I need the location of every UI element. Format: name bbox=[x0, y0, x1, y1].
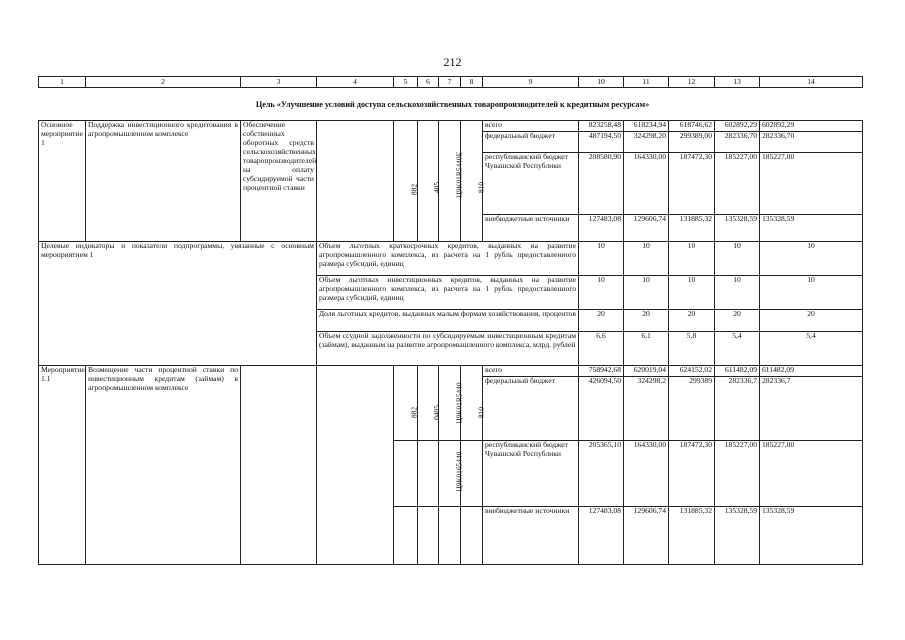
value-cell: 602892,29 bbox=[715, 121, 760, 132]
goal-title: Цель «Улучшение условий доступа сельскохозяйственных товаропроизводителей к кредитным ресурсам» bbox=[255, 100, 650, 109]
indicator-text: Объем льготных инвестиционных кредитов, выданных на развитие агропромышленного комплекса, из расчета на 1 рубль предоставленного размера субсидий, единиц bbox=[317, 276, 579, 310]
code-csr-2 bbox=[448, 382, 470, 424]
value-cell: 185227,00 bbox=[715, 153, 760, 215]
value-cell: 6,1 bbox=[624, 332, 669, 366]
indicators-label: Целевые индикаторы и показатели подпрограммы, увязанные с основным мероприятием 1 bbox=[39, 242, 317, 366]
header-col: 12 bbox=[669, 77, 715, 88]
value-cell: 20 bbox=[715, 310, 760, 332]
value-cell: 282336,70 bbox=[715, 132, 760, 153]
value-cell: 10 bbox=[624, 242, 669, 276]
code-text: Ц9К01R5440Е bbox=[454, 151, 464, 198]
page-number: 212 bbox=[443, 55, 462, 69]
value-cell: 185227,00 bbox=[760, 441, 863, 507]
header-col: 7 bbox=[439, 77, 461, 88]
value-cell: 758942,68 bbox=[579, 366, 624, 377]
value-cell: 620019,04 bbox=[624, 366, 669, 377]
header-col: 3 bbox=[241, 77, 317, 88]
header-col: 8 bbox=[461, 77, 483, 88]
value-cell: 6,6 bbox=[579, 332, 624, 366]
value-cell: 602892,29 bbox=[760, 121, 863, 132]
source-cell: внебюджетные источники bbox=[483, 215, 579, 242]
value-cell: 131885,32 bbox=[669, 507, 715, 565]
empty-cell bbox=[461, 441, 483, 507]
code-text: 405 bbox=[432, 181, 441, 194]
indicator-text: Объем ссудной задолженности по субсидируемым инвестиционным кредитам (займам), выданным на развитие агропромышленного комплекса, млрд. рублей bbox=[317, 332, 579, 366]
source-cell: внебюджетные источники bbox=[483, 507, 579, 565]
value-cell: 127483,08 bbox=[579, 507, 624, 565]
value-cell: 282336,7 bbox=[715, 377, 760, 441]
value-cell: 187472,30 bbox=[669, 441, 715, 507]
value-cell: 20 bbox=[579, 310, 624, 332]
indicator-text: Доля льготных кредитов, выданных малым формам хозяйствования, процентов bbox=[317, 310, 579, 332]
value-cell: 611482,09 bbox=[760, 366, 863, 377]
empty-cell bbox=[394, 441, 418, 507]
value-cell: 618746,62 bbox=[669, 121, 715, 132]
value-cell: 205365,10 bbox=[579, 441, 624, 507]
header-col: 9 bbox=[483, 77, 579, 88]
empty-cell bbox=[394, 507, 418, 565]
value-cell: 823258,48 bbox=[579, 121, 624, 132]
header-col: 5 bbox=[394, 77, 418, 88]
value-cell: 299389 bbox=[669, 377, 715, 441]
code-text: 810 bbox=[476, 406, 486, 419]
code-text: 882 bbox=[409, 406, 419, 419]
source-cell: всего bbox=[483, 121, 579, 132]
code-rzpr-1 bbox=[426, 183, 447, 195]
table-row bbox=[39, 242, 863, 276]
status-cell: Мероприятие 1.1 bbox=[39, 366, 86, 565]
value-cell: 5,4 bbox=[760, 332, 863, 366]
result-cell: Обеспечение собственных оборотных средств сельскохозяйственных товаропроизводителей на оплату субсидируемой части процентной ставки bbox=[241, 121, 317, 242]
empty-cell bbox=[461, 507, 483, 565]
value-cell: 611482,09 bbox=[715, 366, 760, 377]
empty-cell bbox=[317, 121, 394, 242]
header-col: 2 bbox=[86, 77, 241, 88]
column-number-header bbox=[38, 76, 863, 88]
value-cell: 282336,70 bbox=[760, 132, 863, 153]
code-rzpr-2 bbox=[426, 405, 447, 420]
value-cell: 135328,59 bbox=[760, 215, 863, 242]
code-vr-2 bbox=[470, 408, 492, 420]
value-cell: 129606,74 bbox=[624, 215, 669, 242]
code-grbs-2 bbox=[402, 408, 426, 420]
code-text: 0405 bbox=[432, 405, 441, 420]
header-col: 1 bbox=[39, 77, 86, 88]
header-col: 14 bbox=[760, 77, 863, 88]
value-cell: 164330,00 bbox=[624, 153, 669, 215]
header-col: 11 bbox=[624, 77, 669, 88]
name-cell: Поддержка инвестиционного кредитования в агропромышленном комплексе bbox=[86, 121, 241, 242]
value-cell: 129606,74 bbox=[624, 507, 669, 565]
value-cell: 20 bbox=[669, 310, 715, 332]
value-cell: 299389,00 bbox=[669, 132, 715, 153]
table-row bbox=[39, 366, 863, 377]
code-csr-1 bbox=[448, 151, 470, 198]
header-col: 6 bbox=[418, 77, 439, 88]
value-cell: 20 bbox=[624, 310, 669, 332]
value-cell: 10 bbox=[669, 276, 715, 310]
empty-cell bbox=[418, 507, 439, 565]
source-cell: федеральный бюджет bbox=[483, 132, 579, 153]
value-cell: 164330,00 bbox=[624, 441, 669, 507]
value-cell: 10 bbox=[715, 242, 760, 276]
header-col: 13 bbox=[715, 77, 760, 88]
value-cell: 282336,7 bbox=[760, 377, 863, 441]
value-cell: 135328,59 bbox=[715, 507, 760, 565]
value-cell: 131885,32 bbox=[669, 215, 715, 242]
value-cell: 487194,50 bbox=[579, 132, 624, 153]
empty-cell bbox=[418, 441, 439, 507]
value-cell: 185227,00 bbox=[760, 153, 863, 215]
value-cell: 618234,94 bbox=[624, 121, 669, 132]
value-cell: 5,4 bbox=[715, 332, 760, 366]
status-cell: Основное мероприятие 1 bbox=[39, 121, 86, 242]
code-text: 810 bbox=[476, 181, 486, 194]
value-cell: 324298,20 bbox=[624, 132, 669, 153]
source-cell: федеральный бюджет bbox=[483, 377, 579, 441]
value-cell: 208580,90 bbox=[579, 153, 624, 215]
value-cell: 426094,50 bbox=[579, 377, 624, 441]
value-cell: 127483,08 bbox=[579, 215, 624, 242]
source-cell: всего bbox=[483, 366, 579, 377]
code-vr-1 bbox=[470, 183, 492, 195]
value-cell: 10 bbox=[760, 276, 863, 310]
value-cell: 10 bbox=[579, 242, 624, 276]
header-col: 10 bbox=[579, 77, 624, 88]
value-cell: 187472,30 bbox=[669, 153, 715, 215]
code-text: Ц9К01R5440 bbox=[454, 382, 464, 424]
value-cell: 10 bbox=[624, 276, 669, 310]
value-cell: 185227,00 bbox=[715, 441, 760, 507]
empty-cell bbox=[317, 366, 394, 565]
value-cell: 10 bbox=[760, 242, 863, 276]
value-cell: 624152,02 bbox=[669, 366, 715, 377]
value-cell: 324298,2 bbox=[624, 377, 669, 441]
header-col: 4 bbox=[317, 77, 394, 88]
code-text: 882 bbox=[409, 183, 419, 196]
result-cell bbox=[241, 366, 317, 565]
code-text: Ц9К0165440 bbox=[454, 451, 464, 492]
table-row bbox=[39, 121, 863, 132]
value-cell: 135328,59 bbox=[715, 215, 760, 242]
value-cell: 135328,59 bbox=[760, 507, 863, 565]
value-cell: 20 bbox=[760, 310, 863, 332]
value-cell: 10 bbox=[579, 276, 624, 310]
value-cell: 10 bbox=[715, 276, 760, 310]
value-cell: 5,8 bbox=[669, 332, 715, 366]
empty-cell bbox=[439, 507, 461, 565]
source-cell: республиканский бюджет Чувашской Республики bbox=[483, 153, 579, 215]
value-cell: 10 bbox=[669, 242, 715, 276]
name-cell: Возмещение части процентной ставки по инвестиционным кредитам (займам) в агропромышленном комплексе bbox=[86, 366, 241, 565]
code-grbs-1 bbox=[402, 185, 426, 197]
indicator-text: Объем льготных краткосрочных кредитов, выданных на развитие агропромышленного комплекса, из расчета на 1 рубль предоставленного размера субсидий, единиц bbox=[317, 242, 579, 276]
code-csr-2b bbox=[448, 451, 470, 492]
source-cell: республиканский бюджет Чувашской Республики bbox=[483, 441, 579, 507]
